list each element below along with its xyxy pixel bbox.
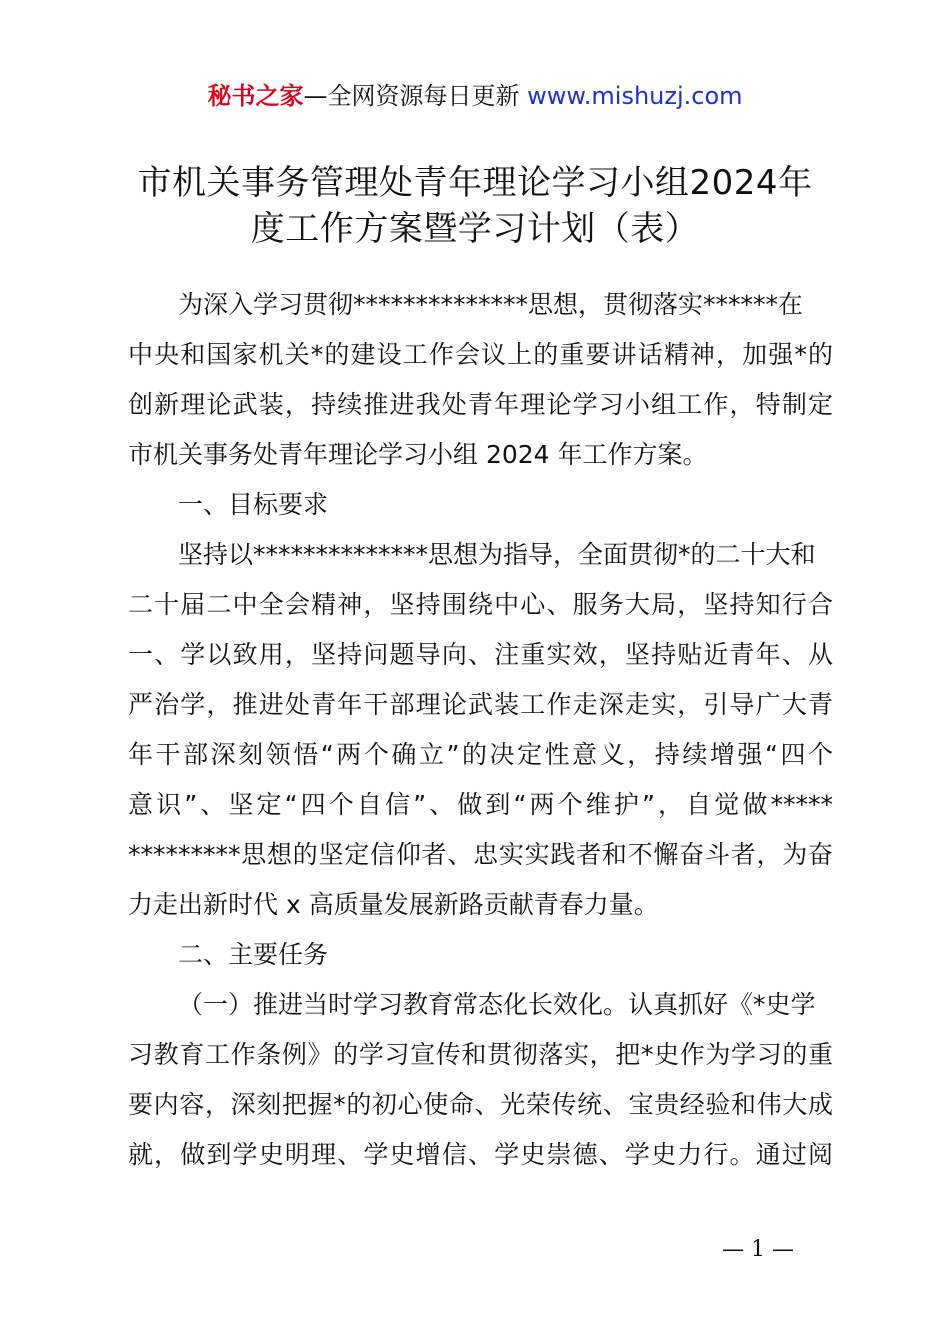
body-line: 为深入学习贯彻**************思想，贯彻落实******在 xyxy=(178,290,804,319)
body-line: 中央和国家机关*的建设工作会议上的重要讲话精神，加强*的 xyxy=(128,340,833,369)
title-line-2: 度工作方案暨学习计划（表） xyxy=(250,209,700,249)
brand-name: 秘书之家 xyxy=(207,82,304,110)
section-heading-objectives: 一、目标要求 xyxy=(178,490,329,519)
body-line: 坚持以**************思想为指导，全面贯彻*的二十大和 xyxy=(178,540,816,569)
body-line: 就，做到学史明理、学史增信、学史崇德、学史力行。通过阅 xyxy=(128,1140,833,1169)
body-line: 习教育工作条例》的学习宣传和贯彻落实，把*史作为学习的重 xyxy=(128,1040,833,1069)
body-line: 要内容，深刻把握*的初心使命、光荣传统、宝贵经验和伟大成 xyxy=(128,1090,833,1119)
body-line: （一）推进当时学习教育常态化长效化。认真抓好《*史学 xyxy=(178,990,816,1019)
site-header xyxy=(0,80,950,112)
body-line: 一、学以致用，坚持问题导向、注重实效，坚持贴近青年、从 xyxy=(128,640,833,669)
body-line: 年干部深刻领悟“两个确立”的决定性意义，持续增强“四个 xyxy=(128,740,833,769)
body-line: 严治学，推进处青年干部理论武装工作走深走实，引导广大青 xyxy=(128,690,833,719)
body-line: 创新理论武装，持续推进我处青年理论学习小组工作，特制定 xyxy=(128,390,833,419)
section-heading-tasks: 二、主要任务 xyxy=(178,940,329,969)
page-number: — 1 — xyxy=(722,1237,794,1262)
body-line: 力走出新时代 x 高质量发展新路贡献青春力量。 xyxy=(128,890,659,919)
site-url-link[interactable]: www.mishuzj.com xyxy=(527,82,743,110)
document-body xyxy=(128,280,833,1180)
document-title xyxy=(110,160,840,252)
body-line: 二十届二中全会精神，坚持围绕中心、服务大局，坚持知行合 xyxy=(128,590,833,619)
title-line-1: 市机关事务管理处青年理论学习小组2024年 xyxy=(137,163,813,203)
body-line: 意识”、坚定“四个自信”、做到“两个维护”，自觉做***** xyxy=(128,790,833,819)
body-line: *********思想的坚定信仰者、忠实实践者和不懈奋斗者，为奋 xyxy=(128,840,833,869)
header-tagline: —全网资源每日更新 xyxy=(303,82,528,110)
body-line: 市机关事务处青年理论学习小组 2024 年工作方案。 xyxy=(128,440,708,469)
